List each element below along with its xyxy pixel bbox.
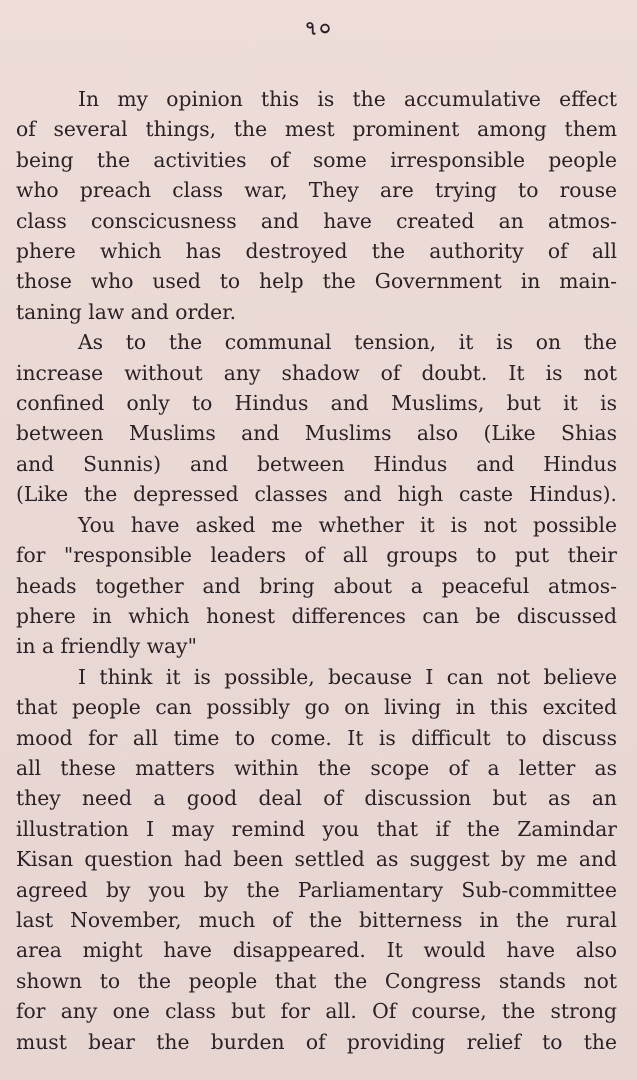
text-line: last November, much of the bitterness in the rural: [16, 907, 617, 932]
text-line: I think it is possible, because I can not believe: [78, 664, 617, 689]
text-line: shown to the people that the Congress stands not: [16, 968, 617, 993]
text-line: confined only to Hindus and Muslims, but it is: [16, 391, 617, 416]
text-line: phere in which honest differences can be discussed: [16, 603, 617, 628]
paragraph-4: [16, 662, 617, 1057]
text-line: illustration I may remind you that if the Zamindar: [16, 816, 617, 841]
text-line: area might have disappeared. It would have also: [16, 938, 617, 963]
text-line: and Sunnis) and between Hindus and Hindus: [16, 451, 617, 476]
body-text: [16, 84, 617, 1057]
text-line: being the activities of some irresponsible people: [16, 147, 617, 172]
text-line: You have asked me whether it is not possible: [78, 512, 617, 537]
text-line: taning law and order.: [16, 299, 237, 324]
text-line: those who used to help the Government in main-: [16, 269, 617, 294]
paragraph-2: [16, 327, 617, 509]
text-line: As to the communal tension, it is on the: [78, 330, 617, 355]
text-line: for any one class but for all. Of course, the strong: [16, 999, 617, 1024]
text-line: must bear the burden of providing relief to the: [16, 1029, 617, 1054]
text-line: for "responsible leaders of all groups to put their: [16, 543, 617, 568]
paragraph-1: [16, 84, 617, 327]
text-line: mood for all time to come. It is difficult to discuss: [16, 725, 617, 750]
text-line: heads together and bring about a peaceful atmos-: [16, 573, 617, 598]
text-line: In my opinion this is the accumulative effect: [78, 87, 617, 111]
text-line: they need a good deal of discussion but as an: [16, 786, 617, 811]
page-number: ৭০: [304, 16, 333, 40]
text-line: Kisan question had been settled as suggest by me and: [16, 847, 617, 872]
text-line: that people can possibly go on living in this excited: [16, 695, 617, 720]
paragraph-3: [16, 510, 617, 662]
text-line: all these matters within the scope of a letter as: [16, 755, 617, 780]
text-line: in a friendly way": [16, 634, 197, 659]
text-line: class conscicusness and have created an atmos-: [16, 208, 617, 233]
text-line: increase without any shadow of doubt. It is not: [16, 360, 617, 385]
text-line: phere which has destroyed the authority of all: [16, 239, 617, 264]
text-line: (Like the depressed classes and high caste Hindus).: [16, 482, 617, 507]
text-line: between Muslims and Muslims also (Like Shias: [16, 421, 617, 446]
text-line: who preach class war, They are trying to rouse: [16, 178, 617, 203]
text-line: of several things, the mest prominent among them: [16, 117, 617, 142]
text-line: agreed by you by the Parliamentary Sub-committee: [16, 877, 617, 902]
